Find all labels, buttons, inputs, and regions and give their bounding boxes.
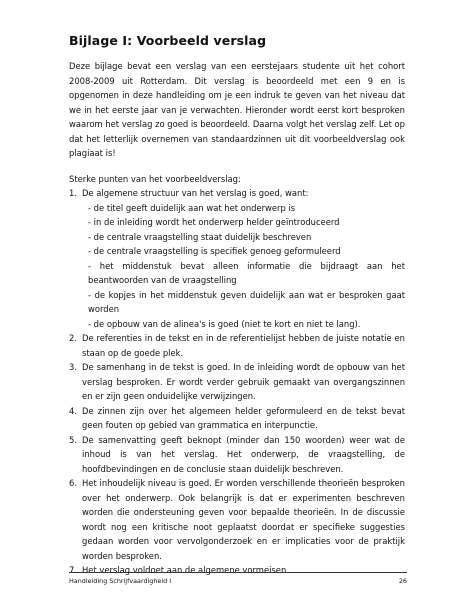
- list-item-number: 1.: [69, 188, 77, 198]
- sub-list-item: - de kopjes in het middenstuk geven duidelijk aan wat er besproken gaat worden: [88, 289, 405, 314]
- footer-title: Handleiding Schrijfvaardigheid I: [69, 577, 172, 585]
- list-item-text: Het verslag voldoet aan de algemene vormeisen.: [82, 565, 289, 575]
- list-item-text: De algemene structuur van het verslag is goed, want:: [82, 188, 309, 198]
- list-item-number: 3.: [69, 362, 77, 372]
- list-item-number: 7.: [69, 565, 77, 575]
- list-item: [69, 433, 405, 477]
- sub-list-item: - het middenstuk bevat alleen informatie die bijdraagt aan het beantwoorden van de vraagstelling: [88, 260, 405, 285]
- footer-rule: [69, 572, 407, 573]
- page-number: 26: [398, 577, 407, 585]
- list-item: [69, 476, 405, 563]
- intro-paragraph: Deze bijlage bevat een verslag van een eerstejaars studente uit het cohort 2008-2009 uit Rotterdam. Dit verslag is beoordeeld met een 9 en is opgenomen in deze handleiding om je een indruk te geven van het niveau dat we in het eerste jaar van je verwachten. Hieronder wordt eerst kort besproken waarom het verslag zo goed is beoordeeld. Daarna volgt het verslag zelf. Let op dat het letterlijk overnemen van standaardzinnen uit dit voorbeeldverslag ook plagiaat is!: [69, 61, 405, 158]
- sub-list: [82, 201, 405, 332]
- list-item: [69, 360, 405, 404]
- list-item: [69, 186, 405, 331]
- list-item-text: De samenhang in de tekst is goed. In de inleiding wordt de opbouw van het verslag besproken. Er wordt verder gebruik gemaakt van overgangszinnen en er zijn geen onduidelijke verwijzingen.: [82, 362, 405, 401]
- strengths-heading: Sterke punten van het voorbeeldverslag:: [69, 173, 241, 184]
- list-item-number: 5.: [69, 434, 77, 445]
- strengths-list: [69, 186, 405, 578]
- list-item: [69, 563, 405, 578]
- list-item-text: De samenvatting geeft beknopt (minder dan 150 woorden) weer wat de inhoud is van het verslag. Het onderwerp, de vraagstelling, de hoofdbevindingen en de conclusie staan duidelijk beschreven.: [82, 434, 405, 474]
- page-title: Bijlage I: Voorbeeld verslag: [69, 33, 267, 48]
- sub-list-item: - de centrale vraagstelling is specifiek genoeg geformuleerd: [88, 246, 341, 256]
- list-item-text: De referenties in de tekst en in de referentielijst hebben de juiste notatie en staan op de goede plek.: [82, 333, 405, 358]
- list-item-text: De zinnen zijn over het algemeen helder geformuleerd en de tekst bevat geen fouten op gebied van grammatica en interpunctie.: [82, 405, 405, 430]
- list-item-number: 6.: [69, 478, 77, 488]
- list-item-text: Het inhoudelijk niveau is goed. Er worden verschillende theorieën besproken over het onderwerp. Ook belangrijk is dat er experimenten beschreven worden die ondersteuning geven voor bepaalde theorieën. In de discussie wordt nog een kritische noot geplaatst doordat er specifieke suggesties gedaan worden voor vervolgonderzoek en er implicaties voor de praktijk worden besproken.: [82, 478, 405, 561]
- sub-list-item: - de titel geeft duidelijk aan wat het onderwerp is: [88, 202, 296, 213]
- sub-list-item: - in de inleiding wordt het onderwerp helder geïntroduceerd: [88, 217, 340, 227]
- list-item: [69, 331, 405, 360]
- list-item-number: 4.: [69, 405, 77, 416]
- list-item-number: 2.: [69, 333, 77, 343]
- document-body: [69, 59, 405, 578]
- sub-list-item: - de centrale vraagstelling staat duidelijk beschreven: [88, 231, 312, 242]
- list-item: [69, 404, 405, 433]
- sub-list-item: - de opbouw van de alinea's is goed (niet te kort en niet te lang).: [88, 318, 361, 329]
